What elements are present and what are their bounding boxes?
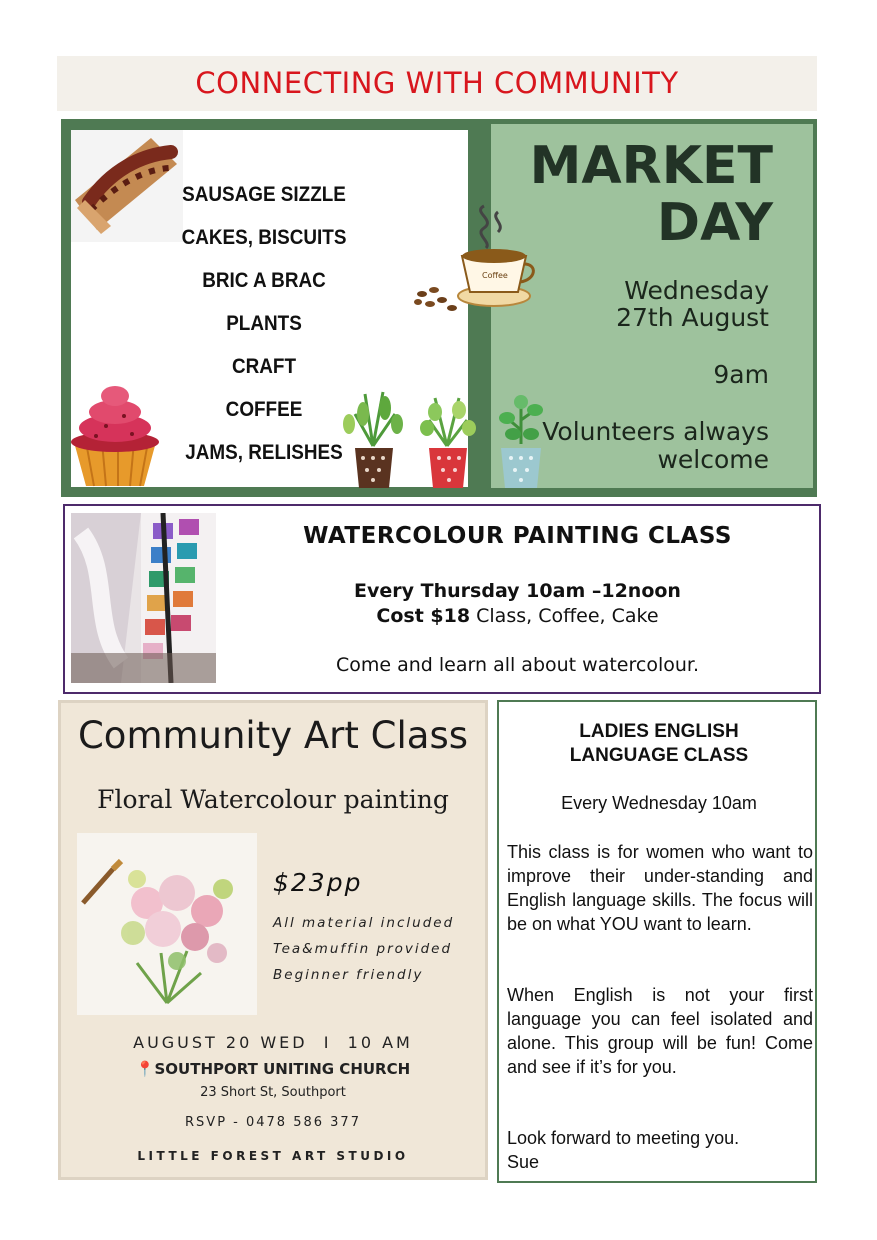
art-class-rsvp: RSVP - 0478 586 377 [185,1115,361,1130]
watercolour-schedule: Every Thursday 10am –12noon [354,580,681,602]
market-day: Wednesday [624,276,769,305]
art-class-title: Community Art Class [77,714,469,757]
art-class-date: AUGUST 20 WED I 10 AM [133,1033,413,1052]
market-item: SAUSAGE SIZZLE [182,183,346,206]
market-item: BRIC A BRAC [202,269,326,292]
english-class-paragraph: This class is for women who want to improve their under-standing and English language skills. The focus will be on what YOU want to learn. [507,842,813,934]
art-class-note: All material included [273,915,455,931]
english-class-title [500,720,818,768]
floral-watercolour-image [77,833,257,1015]
watercolour-palette-photo [71,513,216,683]
watercolour-cost-detail: Class, Coffee, Cake [470,605,659,627]
market-item: CAKES, BISCUITS [181,226,347,249]
english-title-line2: LANGUAGE CLASS [569,745,749,766]
market-date: 27th August [616,303,769,332]
market-item: JAMS, RELISHES [185,441,343,464]
coffee-cup-label: Coffee [482,271,508,280]
volunteers-line1: Volunteers always [542,417,769,446]
art-class-note: Tea&muffin provided [273,941,453,957]
market-item: CRAFT [231,355,297,378]
english-title-line1: LADIES ENGLISH [579,721,739,742]
english-class-signoff: Sue [507,1152,540,1172]
art-studio-name: LITTLE FOREST ART STUDIO [137,1149,409,1163]
map-pin-icon: 📍 [135,1060,155,1078]
volunteers-line2: welcome [657,445,769,474]
english-class-paragraph: When English is not your first language you can feel isolated and alone. This group will be fun! Come and see if it’s for you. [507,985,813,1077]
page-title: CONNECTING WITH COMMUNITY [195,66,679,100]
art-class-note: Beginner friendly [273,967,424,983]
market-title-line1: MARKET [529,136,773,196]
art-class-price: $23pp [273,868,363,897]
cupcake-illustration [66,376,164,488]
header-banner [57,56,817,111]
market-time: 9am [713,360,769,389]
art-class-subtitle: Floral Watercolour painting [97,785,449,814]
english-class-closing: Look forward to meeting you. [507,1128,740,1148]
watercolour-tagline: Come and learn all about watercolour. [335,654,700,676]
market-item: PLANTS [226,312,302,335]
art-class-venue-name: SOUTHPORT UNITING CHURCH [154,1060,411,1078]
english-class-section [497,700,817,1183]
art-class-address: 23 Short St, Southport [200,1085,346,1100]
watercolour-cost-label: Cost $18 [376,605,471,627]
art-class-venue [58,1060,488,1078]
watercolour-cost [225,605,810,627]
market-title-line2: DAY [656,193,773,253]
market-item: COFFEE [225,398,303,421]
watercolour-class-title: WATERCOLOUR PAINTING CLASS [303,523,732,549]
english-class-schedule: Every Wednesday 10am [561,793,757,813]
market-day-title [505,138,773,252]
